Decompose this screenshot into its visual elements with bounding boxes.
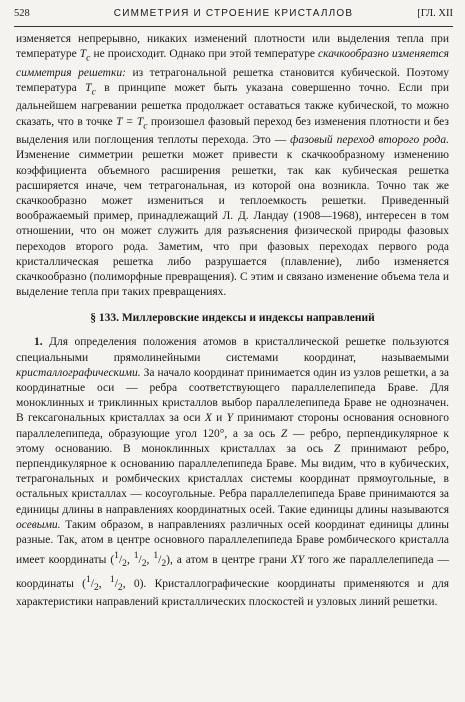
page-number: 528 [14, 8, 30, 19]
paragraph-number: 1. [34, 336, 43, 349]
emphasis-text: скачкообразно изменяется симметрия решетки: [16, 48, 450, 79]
chapter-label: [ГЛ. XII [417, 8, 453, 19]
running-header [14, 6, 453, 22]
emphasis-text: кристаллографическими. [16, 366, 141, 379]
paragraph-1: 1. Для определения положения атомов в кристаллической решетке пользуются специальными прямолинейными системами координат, называемыми кристаллографическими. За начало координат принимается один из узлов решетки, а за координатные оси — ребра соответствующего параллелепипеда Браве. Для моноклинных и триклинных кристаллов выбор параллелепипеда Браве не однозначен. В гексагональных кристаллах за оси X и Y принимают стороны основания основного параллелепипеда, образующие угол 120°, а за ось Z — ребро, перпендикулярное к этому основанию. В моноклинных кристаллах за ось Z принимают ребро, перпендикулярное к основанию параллелепипеда Браве. Мы видим, что в кубических, тетрагональных и ромбических кристаллах системы координат прямоугольные, в остальных кристаллах — косоугольные. Ребра параллелепипеда Браве принимаются за единицы длины в направлениях координатных осей. Такие единицы длины называются осевыми. Таким образом, в направлениях различных осей координат единицы длины разные. Так, атом в центре основного параллелепипеда Браве ромбического кристалла имеет координаты ($^1/_2$, $^1/_2$, $^1/_2$), а атом в центре грани XY того же параллелепипеда — координаты ($^1/_2$, $^1/_2$, 0). Кристаллографические координаты применяются и для характеристики направлений кристаллических плоскостей и узловых линий решетки. [16, 336, 449, 608]
emphasis-text: фазовый переход второго рода. [290, 134, 449, 147]
running-title: СИММЕТРИЯ И СТРОЕНИЕ КРИСТАЛЛОВ [113, 8, 354, 19]
emphasis-text: осевыми. [16, 518, 61, 531]
section-heading: § 133. Миллеровские индексы и индексы направлений [90, 312, 375, 325]
paragraph-continued: изменяется непрерывно, никаких изменений плотности или выделения тепла при температуре $T_c$ не происходит. Однако при этой температуре скачкообразно изменяется симметрия решетки: из тетрагональной решетка становится кубической. Поэтому температура $T_c$ в принципе может быть указана совершенно точно. Если при дальнейшем нагревании решетка продолжает оставаться также кубической, то можно сказать, что в точке $T = T_c$ произошел фазовый переход без изменения плотности и без выделения или поглощения теплоты перехода. Это — фазовый переход второго рода. Изменение симметрии решетки может привести к скачкообразному изменению коэффициента объемного расширения решетки, так как кубическая решетка расширяется иначе, чем тетрагональная, из которой она возникла. Точно так же скачкообразно может измениться и теплоемкость решетки. Приведенный воображаемый пример, принадлежащий Л. Д. Ландау (1908—1968), интересен в том отношении, что он может служить для разъяснения физической природы фазовых переходов второго рода. Заметим, что при фазовых переходах первого рода кристаллическая решетка либо разрушается (плавление), либо изменяется скачкообразно (полиморфные превращения). С этим и связано изменение объема тела и выделение тепла при таких превращениях. [16, 33, 450, 299]
header-rule [14, 26, 453, 27]
page-body [16, 32, 449, 610]
